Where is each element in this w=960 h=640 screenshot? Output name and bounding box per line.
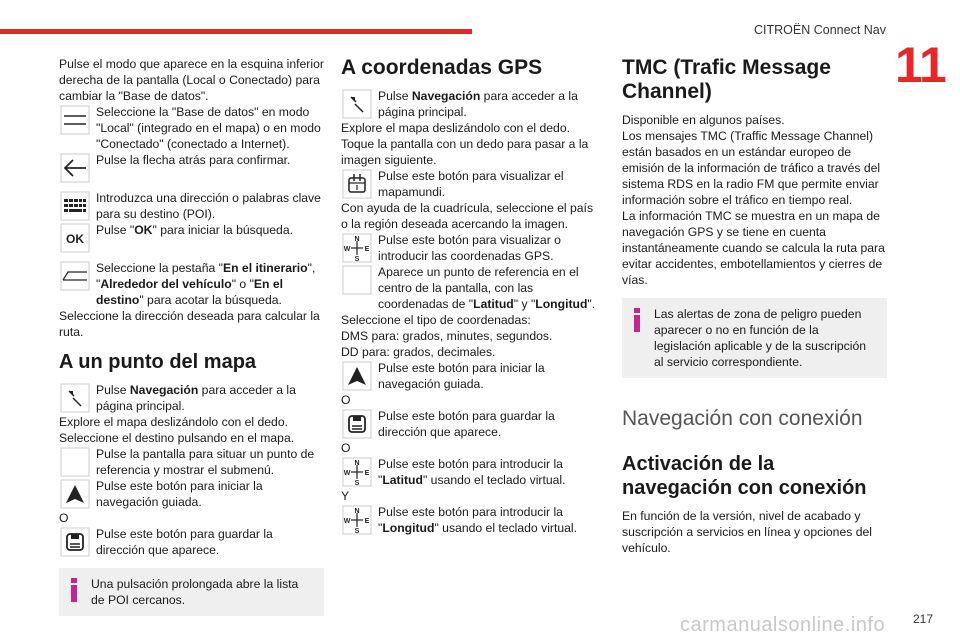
instruction-row [341,88,603,120]
paragraph: Con ayuda de la cuadrícula, seleccione el país o la región deseada acercando la imagen. [341,201,594,231]
paragraph: DD para: grados, decimales. [341,345,496,359]
column-3 [622,56,887,556]
compass-w: W [343,246,351,253]
save-icon [341,408,373,440]
section-heading: A un punto del mapa [59,351,257,373]
instruction-text: Pulse Navegación para acceder a la página principal. [378,89,578,119]
instruction-row [59,260,324,308]
section-heading: A coordenadas GPS [341,56,543,79]
compass-n: N [354,460,360,467]
page-number: 217 [913,612,934,626]
instruction-text: Pulse este botón para introducir la "Longitud" usando el teclado virtual. [378,505,577,535]
compass-w: W [343,470,351,477]
paragraph: En función de la versión, nivel de acabado y suscripción a servicios en línea y opciones del vehículo. [622,509,872,555]
paragraph: Explore el mapa deslizándolo con el dedo. [341,121,571,135]
keyboard-icon [59,190,91,222]
paragraph: Seleccione la dirección deseada para calcular la ruta. [59,309,320,339]
compass-s: S [354,528,360,535]
paragraph: Seleccione el tipo de coordenadas: [341,313,531,327]
instruction-text: Introduzca una dirección o palabras clave para su destino (POI). [96,191,321,221]
tap-icon [59,446,91,478]
info-icon [630,306,644,370]
compass-icon [341,232,373,264]
info-text: Las alertas de zona de peligro pueden aparecer o no en función de la legislación aplicable y de la suscripción al servicio correspondiente. [654,307,867,369]
paragraph-and: Y [341,489,350,503]
paragraph: La información TMC se muestra en un mapa de navegación GPS y se tiene en cuenta instantáneamente cuando se calcula la ruta para evitar accidentes, embotellamientos y cierres de vías. [622,209,885,287]
instruction-row [59,478,324,510]
info-text: Una pulsación prolongada abre la lista de POI cercanos. [91,577,299,607]
info-icon [67,576,81,608]
instruction-text: Pulse Navegación para acceder a la página principal. [96,383,296,413]
instruction-row [59,190,324,222]
page-header-title: CITROËN Connect Nav [754,23,886,37]
compass-icon [341,456,373,488]
compass-icon [341,504,373,536]
chapter-number: 11 [895,37,946,93]
instruction-text: Pulse este botón para iniciar la navegación guiada. [96,479,263,509]
instruction-text: Pulse este botón para introducir la "Latitud" usando el teclado virtual. [378,457,566,487]
paragraph-or: O [59,511,69,525]
column-1 [59,56,324,616]
section-heading: TMC (Trafic Message Channel) [622,56,831,103]
section-title: Navegación con conexión [622,407,863,430]
instruction-row [59,222,324,254]
instruction-text: Pulse la pantalla para situar un punto de referencia y mostrar el submenú. [96,447,315,477]
instruction-row [341,504,603,536]
instruction-text: Pulse este botón para visualizar o introducir las coordenadas GPS. [378,233,561,263]
compass-e: E [364,470,370,477]
paragraph: Seleccione el destino pulsando en el mapa. [59,431,295,445]
instruction-text: Seleccione la pestaña "En el itinerario", "Alrededor del vehículo" o "En el destino" para acotar la búsqueda. [96,261,316,307]
world-map-icon [341,168,373,200]
instruction-row [341,264,603,312]
compass-n: N [354,236,360,243]
instruction-text: Pulse la flecha atrás para confirmar. [96,153,291,167]
compass-e: E [364,246,370,253]
compass-s: S [354,480,360,487]
instruction-row [59,446,324,478]
reference-point-icon [341,264,373,296]
ok-button-icon [59,222,91,254]
save-icon [59,526,91,558]
column-2 [341,56,603,536]
start-guidance-icon [59,478,91,510]
paragraph: Explore el mapa deslizándolo con el dedo. [59,415,289,429]
paragraph: DMS para: grados, minutes, segundos. [341,329,553,343]
navigation-icon [59,382,91,414]
instruction-row [341,360,603,392]
instruction-text: Seleccione la "Base de datos" en modo "Local" (integrado en el mapa) o en modo "Conectado" (conectado a Internet). [96,105,321,151]
info-box [59,568,324,616]
navigation-icon [341,88,373,120]
watermark: carmanualsonline.info [680,614,886,636]
paragraph-or: O [341,441,351,455]
ok-label: OK [66,232,84,246]
instruction-text: Pulse "OK" para iniciar la búsqueda. [96,223,293,237]
compass-s: S [354,256,360,263]
instruction-row [341,408,603,440]
instruction-row [341,232,603,264]
instruction-row [59,526,324,558]
paragraph: Disponible en algunos países. [622,113,785,127]
database-toggle-icon [59,104,91,136]
instruction-text: Pulse este botón para visualizar el mapamundi. [378,169,564,199]
instruction-row [341,456,603,488]
instruction-text: Pulse este botón para iniciar la navegación guiada. [378,361,545,391]
instruction-row [59,104,324,152]
compass-n: N [354,508,360,515]
section-heading: Activación de la navegación con conexión [622,453,867,499]
instruction-row [59,152,324,184]
compass-e: E [364,518,370,525]
paragraph: Toque la pantalla con un dedo para pasar a la imagen siguiente. [341,137,589,167]
paragraph-or: O [341,393,351,407]
compass-w: W [343,518,351,525]
start-guidance-icon [341,360,373,392]
paragraph: Pulse el modo que aparece en la esquina inferior derecha de la pantalla (Local o Conectado) para cambiar la "Base de datos". [59,57,324,103]
tab-icon [59,260,91,292]
instruction-text: Pulse este botón para guardar la dirección que aparece. [96,527,273,557]
paragraph: Los mensajes TMC (Traffic Message Channel) están basados en un estándar europeo de emisión de la información de tráfico a través del sistema RDS en la radio FM que permite enviar información sobre el tráfico en tiempo real. [622,129,881,207]
instruction-row [341,168,603,200]
info-box [622,298,887,378]
instruction-row [59,382,324,414]
instruction-text: Pulse este botón para guardar la dirección que aparece. [378,409,555,439]
header-red-bar [0,29,472,34]
instruction-text: Aparece un punto de referencia en el centro de la pantalla, con las coordenadas de "Latitud" y "Longitud". [378,265,596,311]
back-arrow-icon [59,152,91,184]
